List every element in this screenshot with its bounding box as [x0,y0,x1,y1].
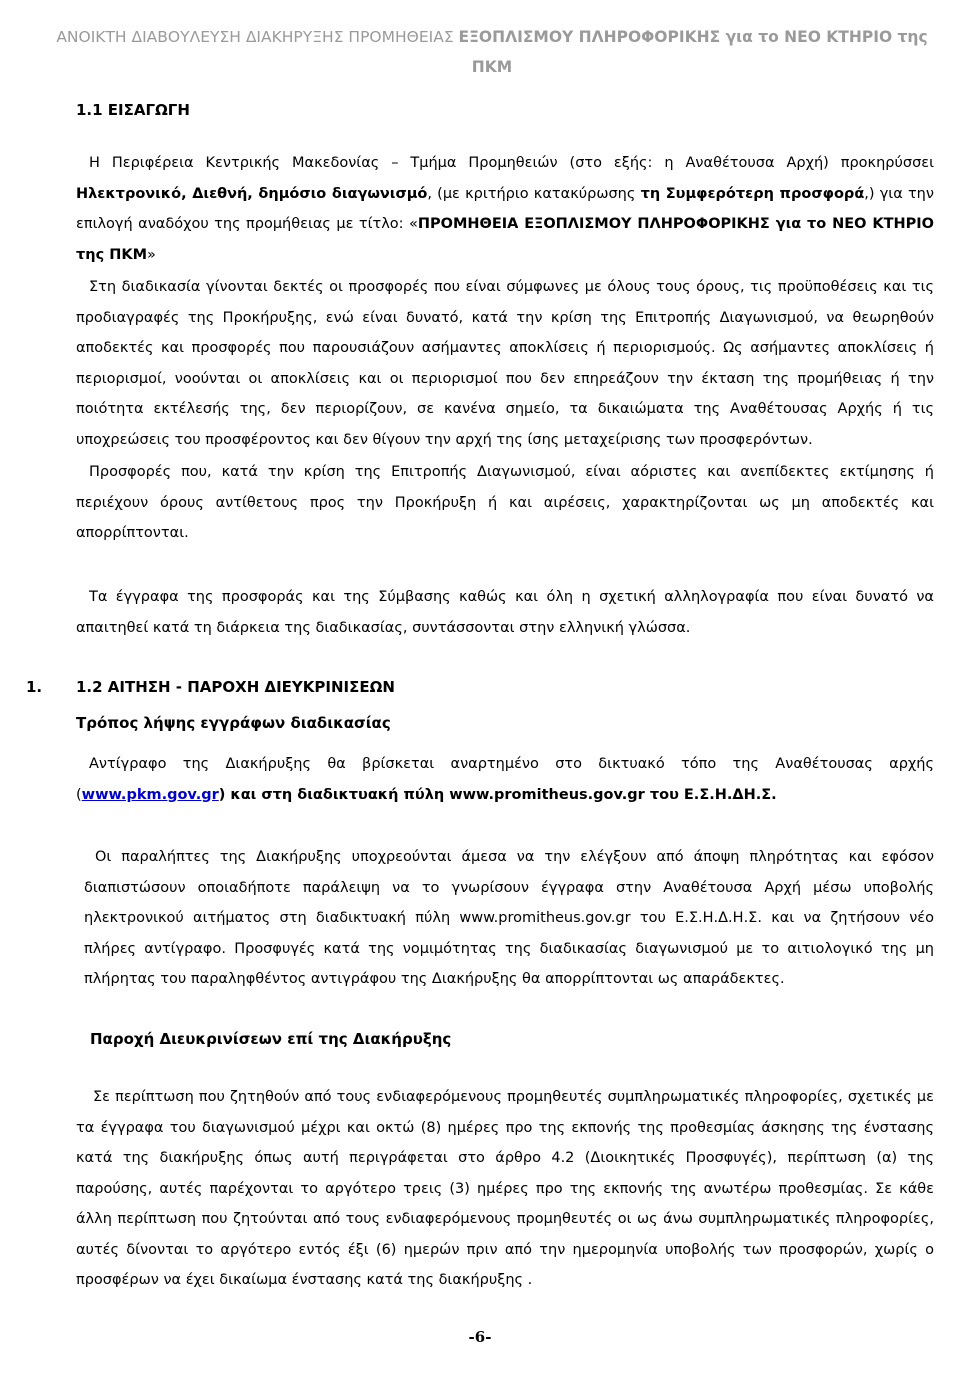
subheading-clarifications: Παροχή Διευκρινίσεων επί της Διακήρυξης [90,1030,452,1048]
subheading-documents: Τρόπος λήψης εγγράφων διαδικασίας [76,714,391,732]
bold-title: ΠΡΟΜΗΘΕΙΑ ΕΞΟΠΛΙΣΜΟΥ ΠΛΗΡΟΦΟΡΙΚΗΣ για το ΝΕΟ ΚΤΗΡΙΟ της ΠΚΜ [76,216,934,263]
paragraph-recipients: Οι παραλήπτες της Διακήρυξης υποχρεούνται άμεσα να την ελέγξουν από άποψη πληρότητας και εφόσον διαπιστώσουν οποιαδήποτε παράλειψη να το γνωρίσουν έγγραφα στην Αναθέτουσα Αρχή μέσω υποβολής ηλεκτρονικού αιτήματος στη διαδικτυακή πύλη www.promitheus.gov.gr του Ε.Σ.Η.Δ.Η.Σ. και να ζητήσουν νέο πλήρες αντίγραφο. Προσφυγές κατά της νομιμότητας της διαδικασίας διαγωνισμού με το αιτιολογικό της μη πλήρητας του παραληφθέντος αντιγράφου της Διακήρυξης θα απορρίπτονται ως απαράδεκτες. [84,849,934,987]
paragraph-copy-location: Αντίγραφο της Διακήρυξης θα βρίσκεται αναρτημένο στο δικτυακό τόπο της Αναθέτουσας αρχής (www.pkm.gov.gr) και στη διαδικτυακή πύλη www.promitheus.gov.gr του Ε.Σ.Η.ΔΗ.Σ. [76,756,934,803]
section-heading-clarifications: 1.2 ΑΙΤΗΣΗ - ΠΑΡΟΧΗ ΔΙΕΥΚΡΙΝΙΣΕΩΝ [76,678,395,696]
paragraph-clarification-requests: Σε περίπτωση που ζητηθούν από τους ενδιαφερόμενους προμηθευτές συμπληρωματικές πληροφορίες, σχετικές με τα έγγραφα του διαγωνισμού μέχρι και οκτώ (8) ημέρες προ της εκπονής της προθεσμίας άσκησης της ένστασης κατά της διακήρυξης όπως αυτή περιγράφεται στο άρθρο 4.2 (Διοικητικές Προσφυγές), περίπτωση (α) της παρούσης, αυτές παρέχονται το αργότερο τρεις (3) ημέρες προ της εκπονής της ανωτέρω προθεσμίας. Σε κάθε άλλη περίπτωση που ζητούνται από τους ενδιαφερόμενους προμηθευτές οι ως άνω συμπληρωματικές πληροφορίες, αυτές δίνονται το αργότερο εντός έξι (6) ημερών πριν από την ημερομηνία υποβολής των προσφορών, χωρίς ο προσφέρων να έχει δικαίωμα ένστασης κατά της διακήρυξης . [76,1089,934,1288]
running-header [40,22,944,82]
page-number: -6- [468,1328,492,1346]
paragraph-acceptance: Στη διαδικασία γίνονται δεκτές οι προσφορές που είναι σύμφωνες με όλους τους όρους, τις προϋποθέσεις και τις προδιαγραφές της Προκήρυξης, ενώ είναι δυνατό, κατά την κρίση της Επιτροπής Διαγωνισμού, να θεωρηθούν αποδεκτές και προσφορές που παρουσιάζουν ασήμαντες αποκλίσεις ή περιορισμούς. Ως ασήμαντες αποκλίσεις ή περιορισμοί, νοούνται οι αποκλίσεις και οι περιορισμοί που δεν επηρεάζουν την έκταση της προμήθειας ή την ποιότητα εκτέλεσής της, δεν περιορίζουν, σε κανένα σημείο, τα δικαιώματα της Αναθέτουσας Αρχής ή τις υποχρεώσεις του προσφέροντος και δεν θίγουν την αρχή της ίσης μεταχείρισης των προσφερόντων. [76,279,934,448]
header-bold: ΕΞΟΠΛΙΣΜΟΥ ΠΛΗΡΟΦΟΡΙΚΗΣ για το ΝΕΟ ΚΤΗΡΙΟ της ΠΚΜ [458,28,928,76]
paragraph-language: Τα έγγραφα της προσφοράς και της Σύμβασης καθώς και όλη η σχετική αλληλογραφία που είναι δυνατό να απαιτηθεί κατά τη διάρκεια της διαδικασίας, συντάσσονται στην ελληνική γλώσσα. [76,589,934,636]
bold-criterion: τη Συμφερότερη προσφορά [640,185,865,202]
paragraph-rejection: Προσφορές που, κατά την κρίση της Επιτροπής Διαγωνισμού, είναι αόριστες και ανεπίδεκτες εκτίμησης ή περιέχουν όρους αντίθετους προς την Προκήρυξη ή και αιρέσεις, χαρακτηρίζονται ως μη αποδεκτές και απορρίπτονται. [76,464,934,541]
section-heading-intro: 1.1 ΕΙΣΑΓΩΓΗ [76,101,190,119]
header-normal: ΑΝΟΙΚΤΗ ΔΙΑΒΟΥΛΕΥΣΗ ΔΙΑΚΗΡΥΞΗΣ ΠΡΟΜΗΘΕΙΑΣ [56,28,459,46]
bold-tender-type: Ηλεκτρονικό, Διεθνή, δημόσιο διαγωνισμό [76,185,428,202]
section-number: 1. [26,678,43,696]
pkm-website-link[interactable]: www.pkm.gov.gr [81,786,219,803]
paragraph-intro: Η Περιφέρεια Κεντρικής Μακεδονίας – Τμήμα Προμηθειών (στο εξής: η Αναθέτουσα Αρχή) προκηρύσσει Ηλεκτρονικό, Διεθνή, δημόσιο διαγωνισμό, (με κριτήριο κατακύρωσης τη Συμφερότερη προσφορά,) για την επιλογή αναδόχου της προμήθειας με τίτλο: «ΠΡΟΜΗΘΕΙΑ ΕΞΟΠΛΙΣΜΟΥ ΠΛΗΡΟΦΟΡΙΚΗΣ για το ΝΕΟ ΚΤΗΡΙΟ της ΠΚΜ» [76,155,934,263]
